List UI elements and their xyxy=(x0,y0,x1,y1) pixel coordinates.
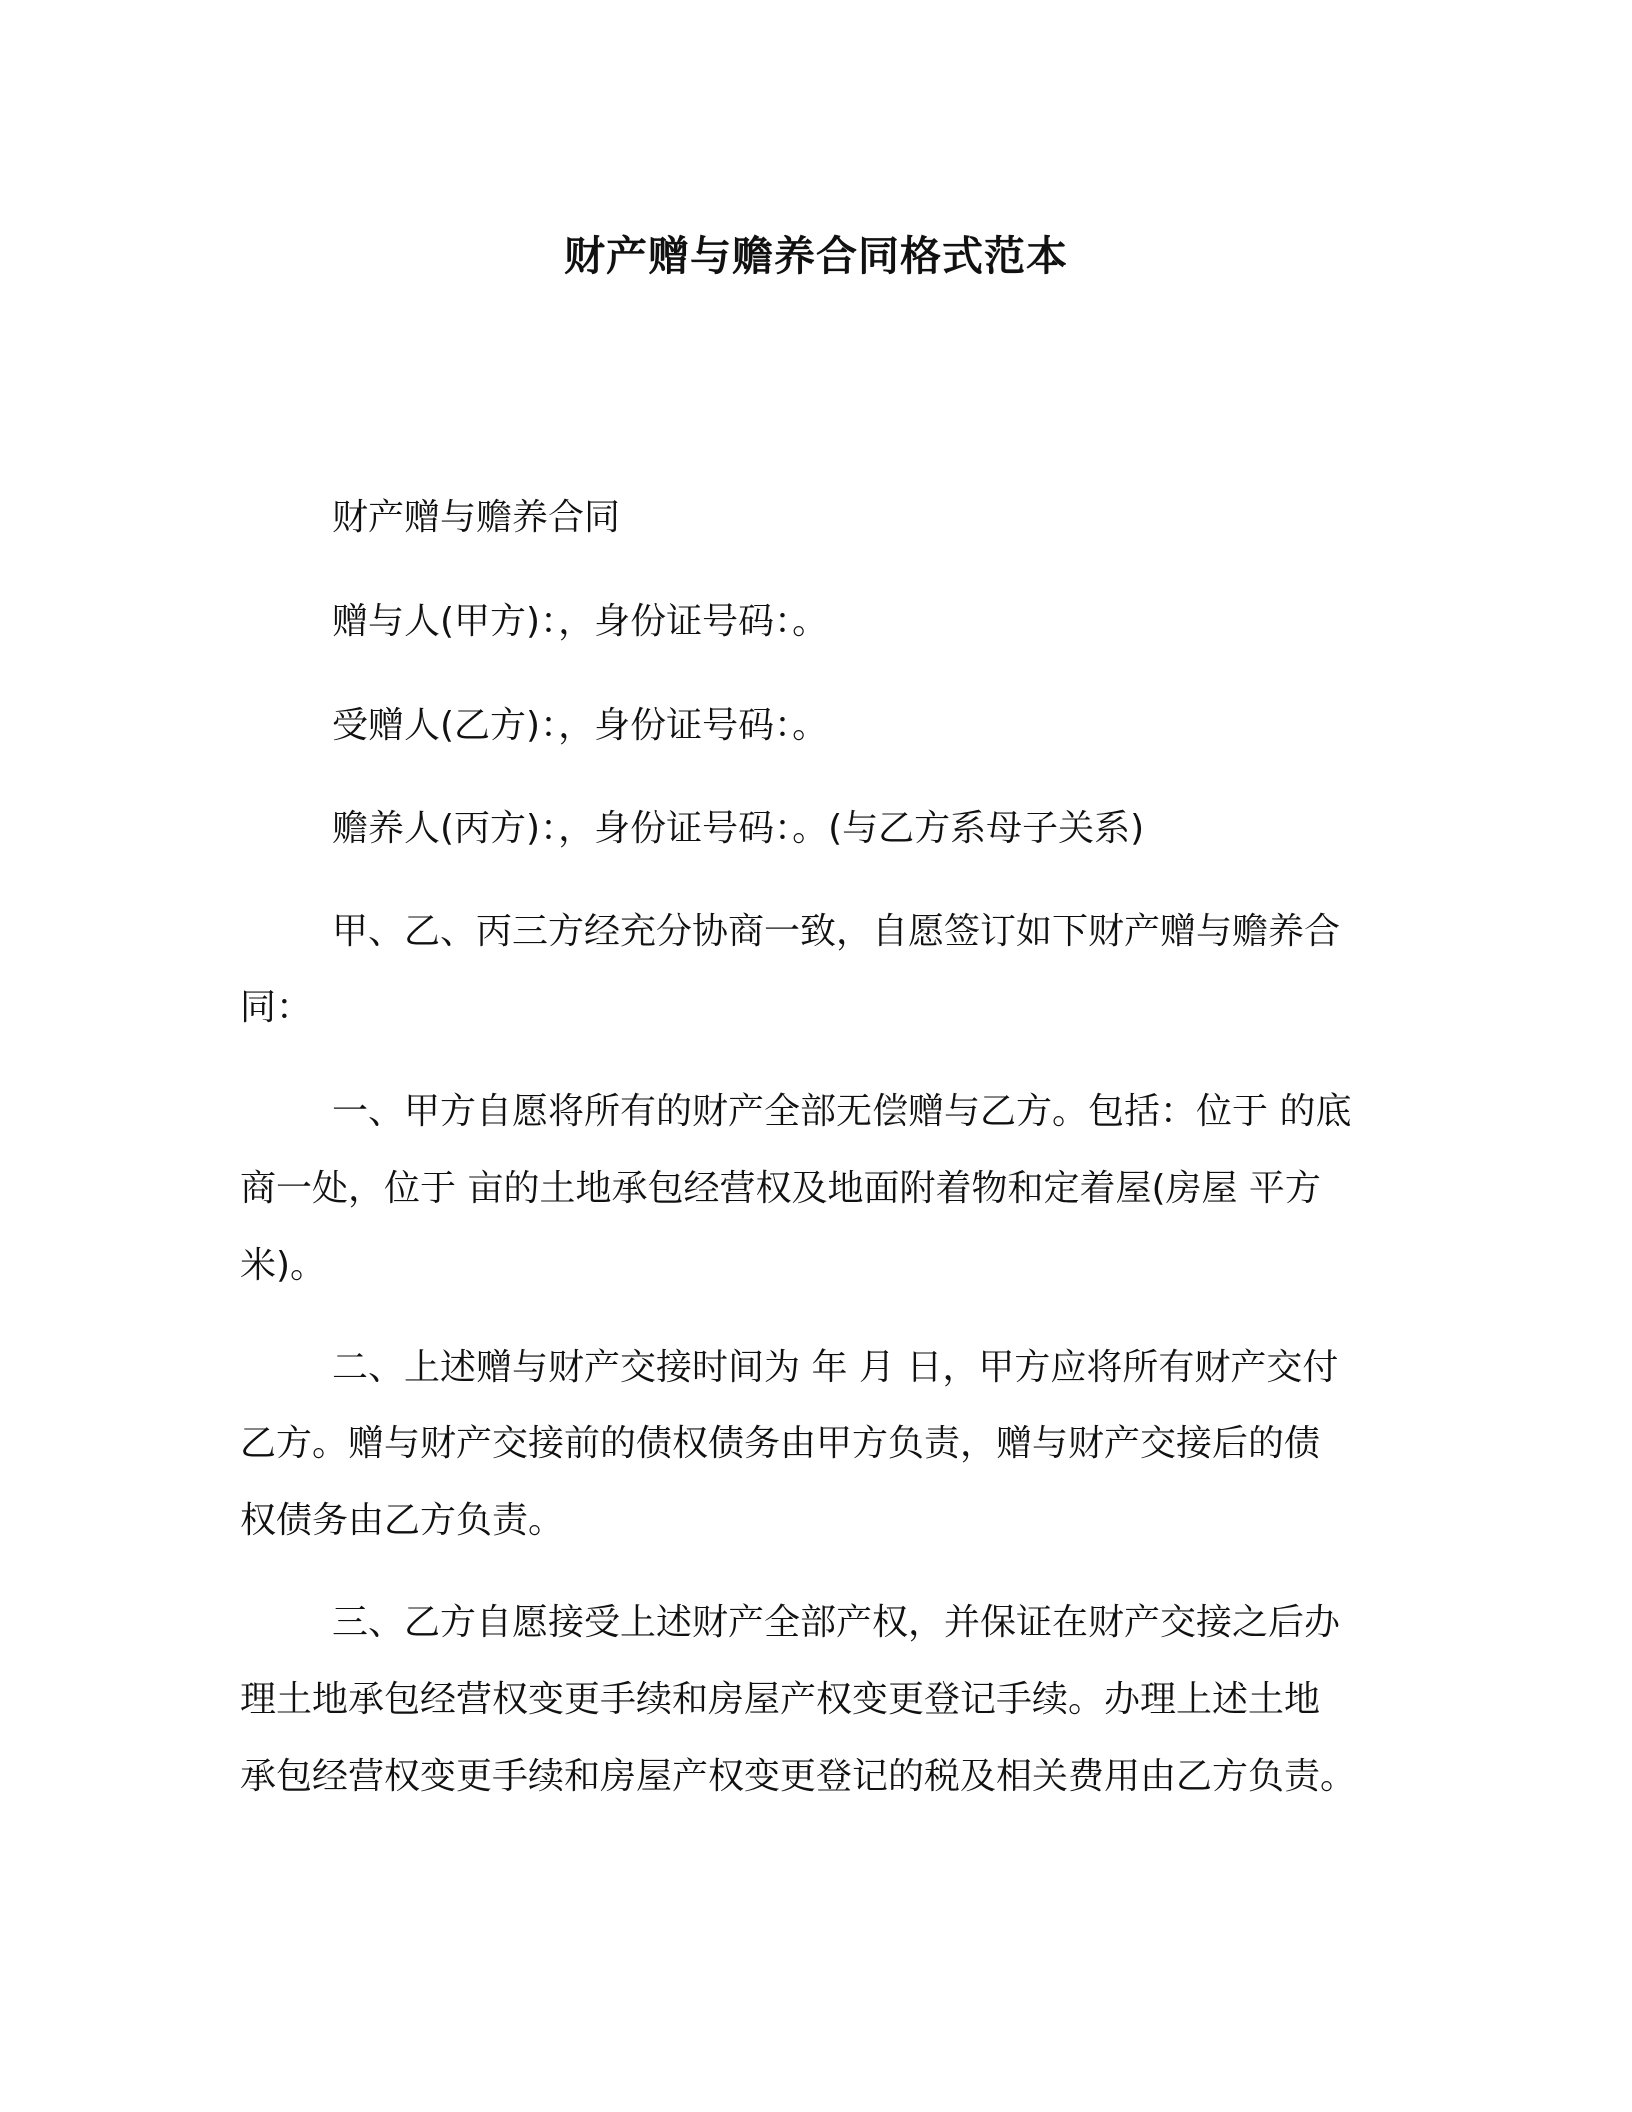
clause-2-line-1: 二、上述赠与财产交接时间为 年 月 日，甲方应将所有财产交付 xyxy=(332,1347,1339,1388)
clause-1-line-2: 商一处，位于 亩的土地承包经营权及地面附着物和定着屋(房屋 平方 xyxy=(240,1168,1321,1209)
clause-3-line-3: 承包经营权变更手续和房屋产权变更登记的税及相关费用由乙方负责。 xyxy=(240,1756,1357,1797)
clause-3-line-1: 三、乙方自愿接受上述财产全部产权，并保证在财产交接之后办 xyxy=(332,1602,1341,1643)
document-title: 财产赠与赡养合同格式范本 xyxy=(564,232,1068,280)
party-b-line: 受赠人(乙方)：，身份证号码：。 xyxy=(332,705,829,746)
party-c-line: 赡养人(丙方)：，身份证号码：。(与乙方系母子关系) xyxy=(332,808,1145,849)
clause-1-line-3: 米)。 xyxy=(240,1245,327,1286)
clause-1-line-1: 一、甲方自愿将所有的财产全部无偿赠与乙方。包括：位于 的底 xyxy=(332,1091,1352,1132)
party-a-line: 赠与人(甲方)：，身份证号码：。 xyxy=(332,601,829,642)
contract-subtitle: 财产赠与赡养合同 xyxy=(332,497,621,538)
clause-2-line-3: 权债务由乙方负责。 xyxy=(240,1500,565,1541)
intro-line-2: 同： xyxy=(240,987,313,1028)
clause-2-line-2: 乙方。赠与财产交接前的债权债务由甲方负责，赠与财产交接后的债 xyxy=(240,1423,1321,1464)
clause-3-line-2: 理土地承包经营权变更手续和房屋产权变更登记手续。办理上述土地 xyxy=(240,1679,1321,1720)
intro-line-1: 甲、乙、丙三方经充分协商一致，自愿签订如下财产赠与赡养合 xyxy=(332,911,1341,952)
